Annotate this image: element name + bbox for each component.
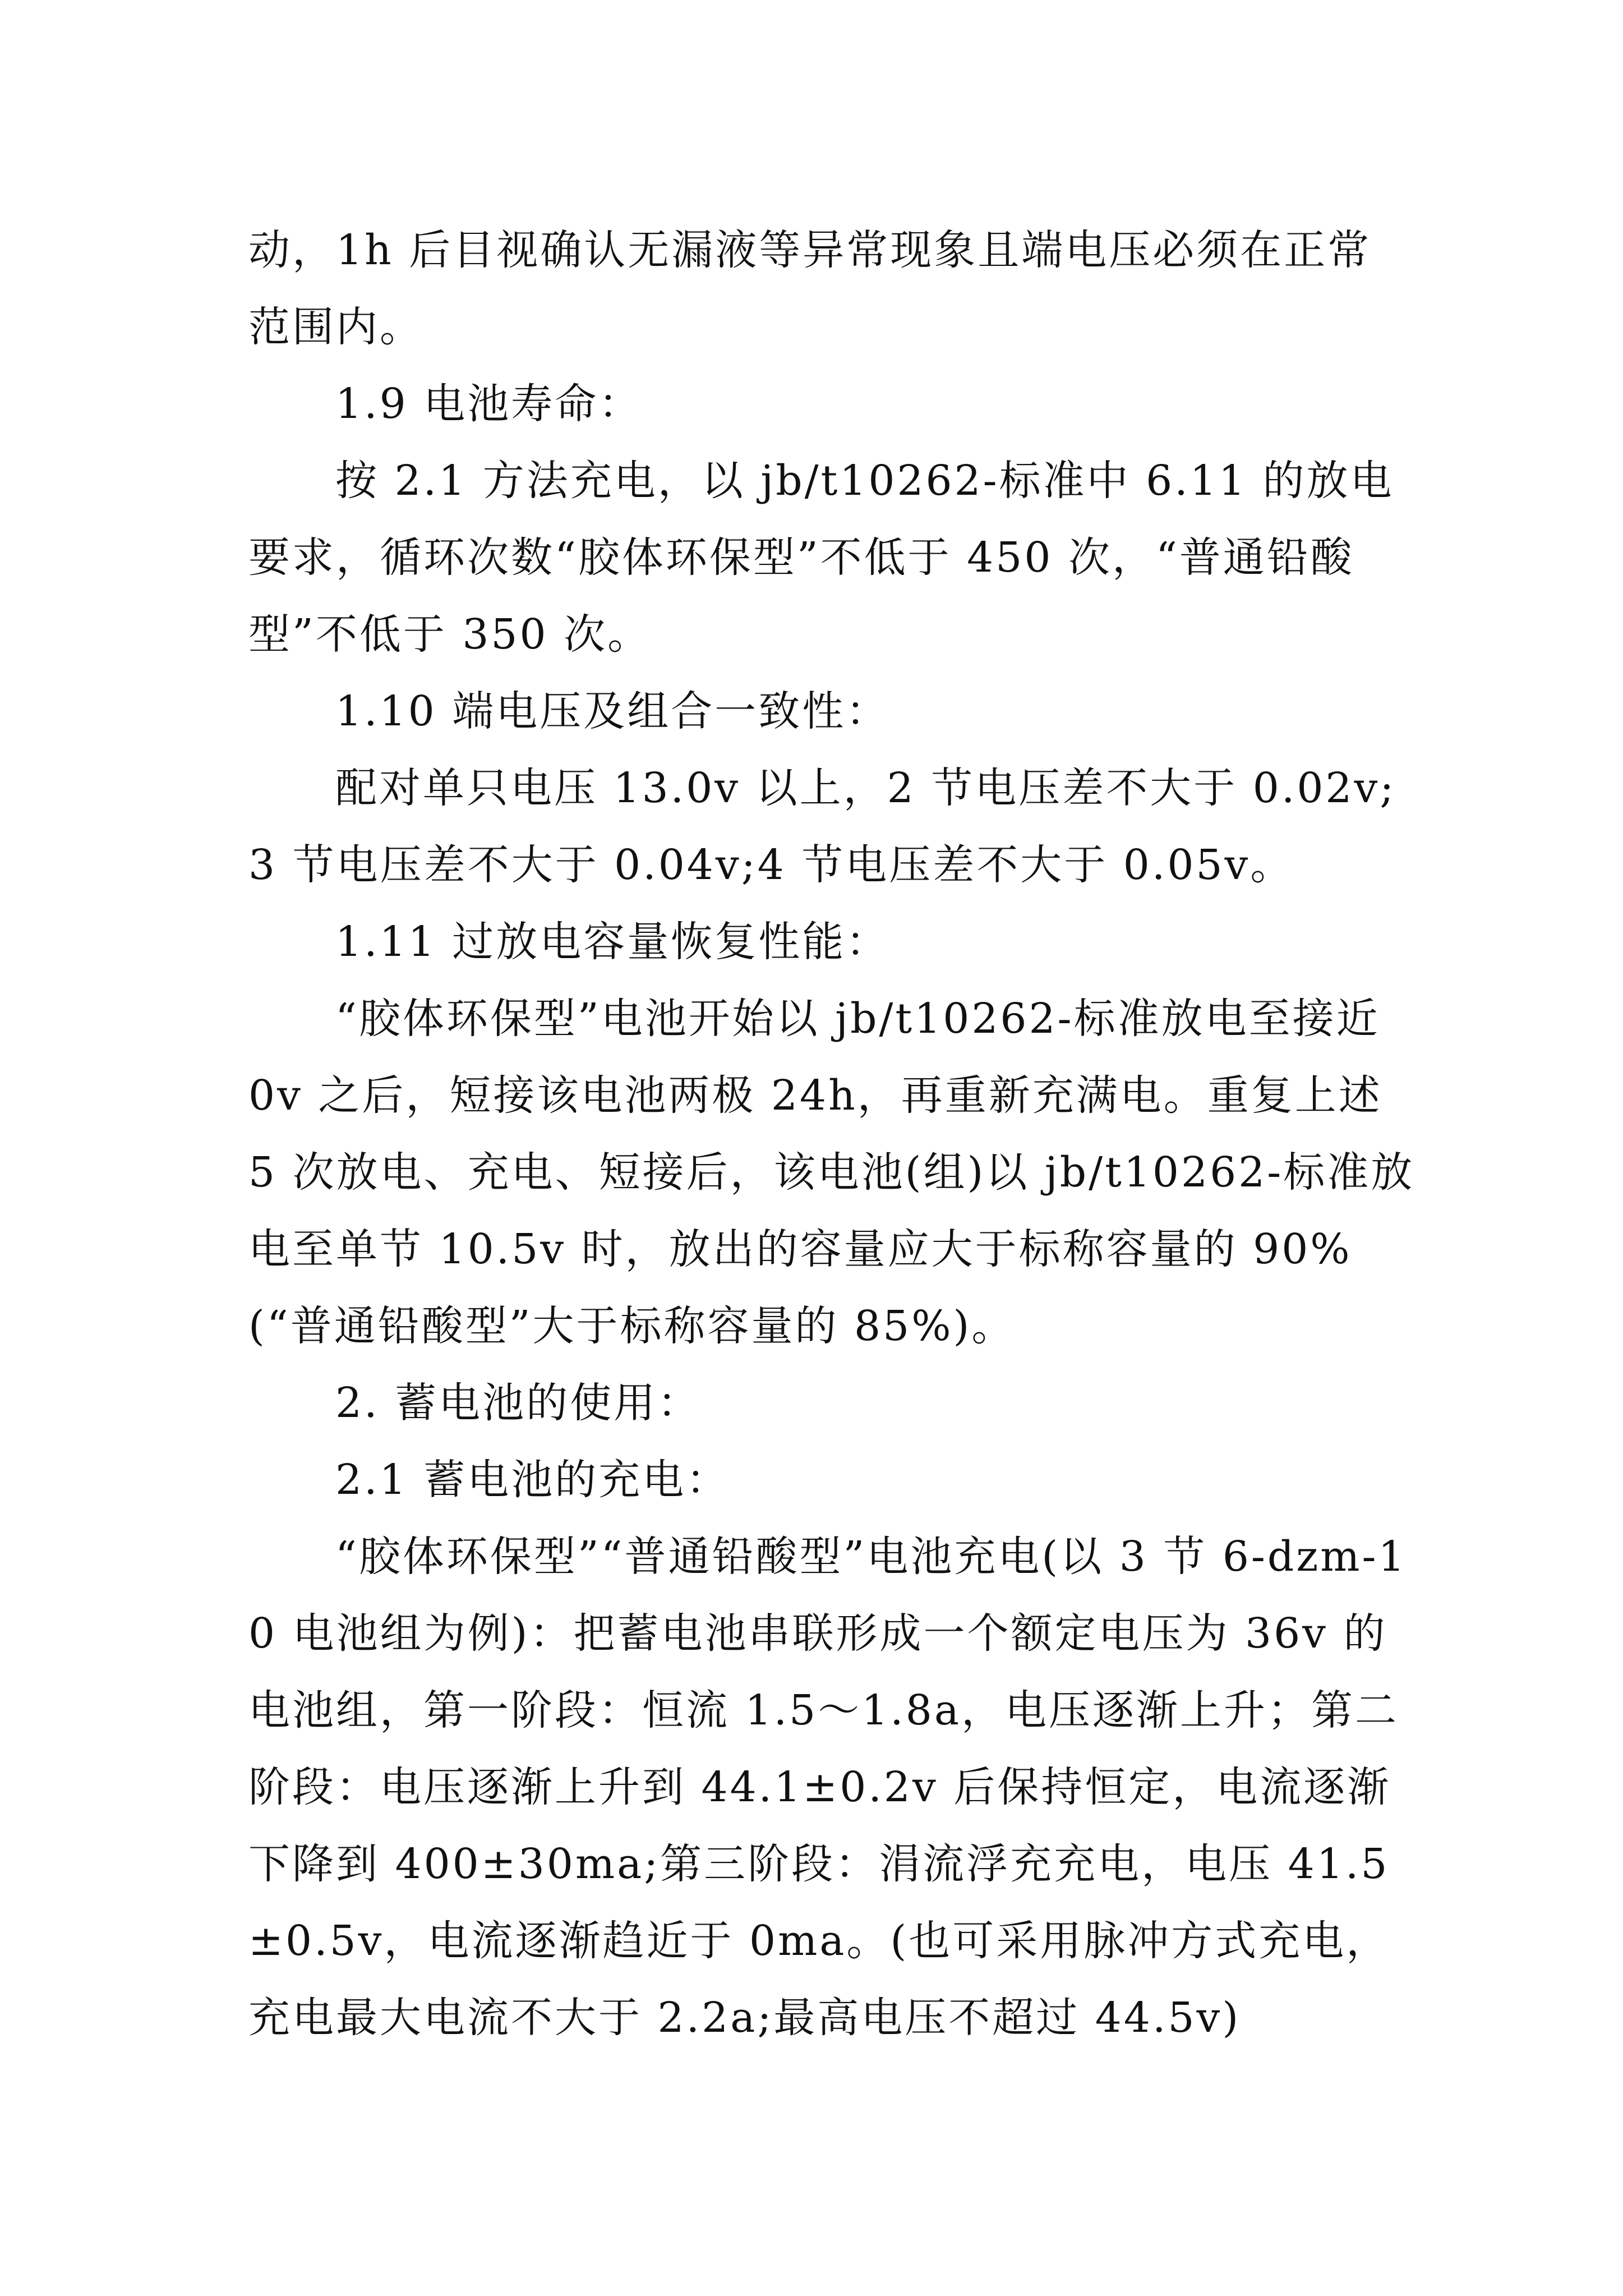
section-heading-1-10: 1.10 端电压及组合一致性：: [335, 687, 890, 735]
document-body: [248, 212, 1415, 2056]
section-heading-1-9: 1.9 电池寿命：: [335, 380, 643, 428]
paragraph-overdischarge-recovery: “胶体环保型”电池开始以 jb/t10262-标准放电至接近 0v 之后，短接该电池两极 24h，再重新充满电。重复上述 5 次放电、充电、短接后，该电池(组)以 jb/t10262-标准放电至单节 10.5v 时，放出的容量应大于标称容量的 90%(“普通铅酸型”大于标称容量的 85%)。: [248, 995, 1415, 1350]
section-heading-2-1: 2.1 蓄电池的充电：: [335, 1456, 730, 1504]
paragraph-battery-life: 按 2.1 方法充电，以 jb/t10262-标准中 6.11 的放电要求，循环次数“胶体环保型”不低于 450 次，“普通铅酸型”不低于 350 次。: [248, 457, 1394, 659]
section-heading-1-11: 1.11 过放电容量恢复性能：: [335, 918, 890, 966]
section-heading-2: 2. 蓄电池的使用：: [335, 1379, 702, 1427]
paragraph-terminal-voltage: 配对单只电压 13.0v 以上，2 节电压差不大于 0.02v;3 节电压差不大于 0.04v;4 节电压差不大于 0.05v。: [248, 764, 1396, 889]
paragraph-charging: “胶体环保型”“普通铅酸型”电池充电(以 3 节 6-dzm-10 电池组为例)：把蓄电池串联形成一个额定电压为 36v 的电池组，第一阶段：恒流 1.5～1.8a，电压逐渐上升；第二阶段：电压逐渐上升到 44.1±0.2v 后保持恒定，电流逐渐下降到 400±30ma;第三阶段：涓流浮充充电，电压 41.5±0.5v，电流逐渐趋近于 0ma。(也可采用脉冲方式充电，充电最大电流不大于 2.2a;最高电压不超过 44.5v): [248, 1533, 1407, 2042]
paragraph-continuation: 动，1h 后目视确认无漏液等异常现象且端电压必须在正常范围内。: [248, 226, 1372, 351]
